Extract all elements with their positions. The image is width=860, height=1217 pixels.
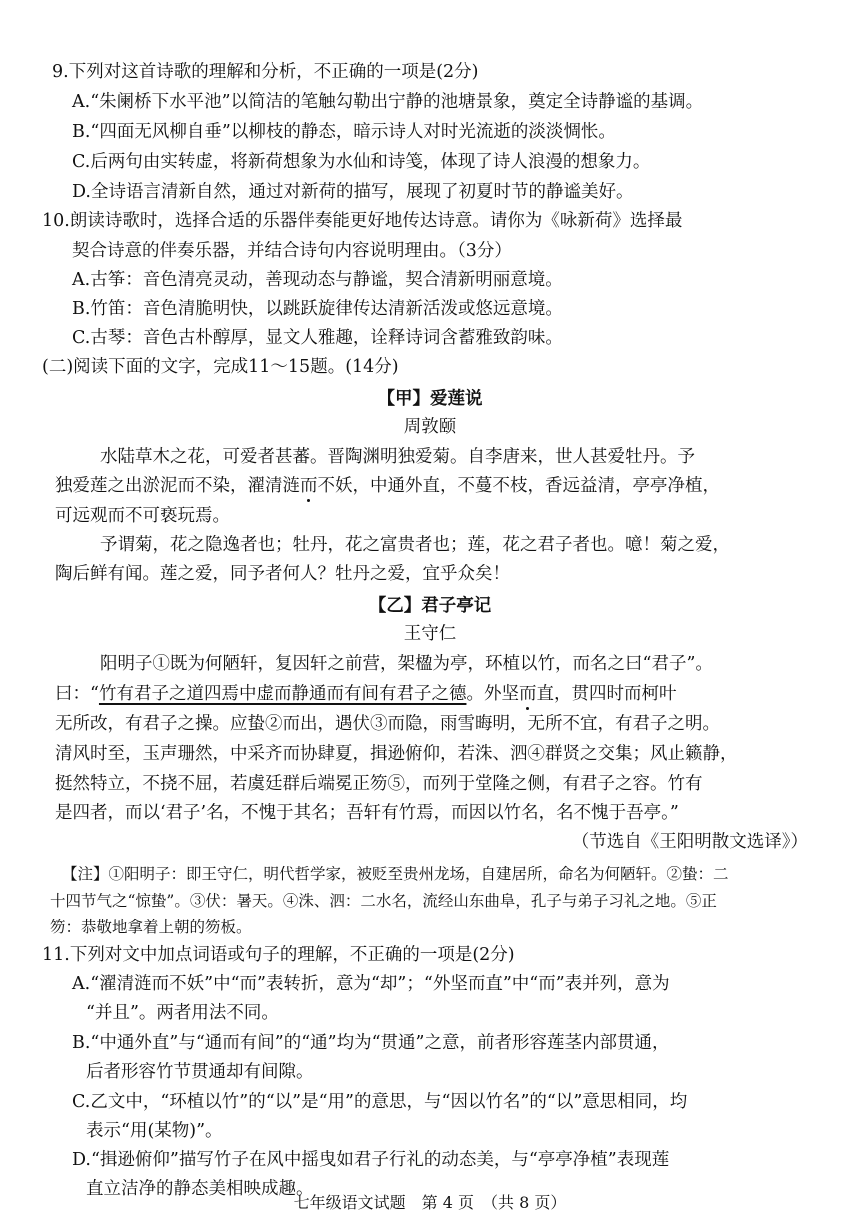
yi-line3: 无所改，有君子之操。应蛰②而出，遇伏③而隐，雨雪晦明，无所不宜，有君子之明。	[55, 714, 720, 734]
q9-option-a: A.“朱阑桥下水平池”以简洁的笔触勾勒出宁静的池塘景象，奠定全诗静谧的基调。	[72, 92, 704, 112]
q11-option-a-line2: “并且”。两者用法不同。	[86, 1003, 279, 1023]
q11-option-a-line1: A.“濯清涟而不妖”中“而”表转折，意为“却”；“外坚而直”中“而”表并列，意为	[72, 974, 670, 994]
page-footer: 七年级语文试题 第 4 页 （共 8 页）	[293, 1193, 567, 1212]
q11-option-b-line2: 后者形容竹节贯通却有间隙。	[86, 1062, 314, 1082]
q11-option-b-line1: B.“中通外直”与“通而有间”的“通”均为“贯通”之意，前者形容莲茎内部贯通，	[72, 1033, 670, 1053]
jia-title: 【甲】爱莲说	[377, 389, 483, 409]
section2-heading: (二)阅读下面的文字，完成11～15题。(14分)	[42, 357, 399, 377]
underlined-sentence: 竹有君子之道四焉中虚而静通而有间有君子之德	[98, 684, 467, 704]
q10-option-c: C.古琴：音色古朴醇厚，显文人雅趣，诠释诗词含蓄雅致韵味。	[72, 328, 563, 348]
dotted-word-er-2: 而	[518, 684, 537, 704]
yi-line2-b: 。外坚	[466, 684, 519, 704]
yi-line2-c: 直，贯四时而柯叶	[536, 684, 677, 704]
note-line1: 【注】①阳明子：即王守仁，明代哲学家，被贬至贵州龙场，自建居所，命名为何陋轩。②蛰：二	[62, 865, 729, 883]
jia-p1-line3: 可远观而不可亵玩焉。	[55, 506, 230, 526]
yi-source: （节选自《王阳明散文选译》）	[571, 832, 808, 852]
yi-line4: 清风时至，玉声珊然，中采齐而协肆夏，揖逊俯仰，若洙、泗④群贤之交集；风止籁静，	[55, 744, 738, 764]
yi-title: 【乙】君子亭记	[368, 596, 492, 616]
q10-option-b: B.竹笛：音色清脆明快，以跳跃旋律传达清新活泼或悠远意境。	[72, 299, 563, 319]
q10-option-a: A.古筝：音色清亮灵动，善现动态与静谧，契合清新明丽意境。	[72, 270, 563, 290]
yi-line1: 阳明子①既为何陋轩，复因轩之前营，架楹为亭，环植以竹，而名之曰“君子”。	[100, 654, 713, 674]
jia-p1-line2-a: 独爱莲之出淤泥而不染，濯清涟	[55, 476, 300, 496]
jia-p1-line1: 水陆草木之花，可爱者甚蕃。晋陶渊明独爱菊。自李唐来，世人甚爱牡丹。予	[100, 447, 695, 467]
q11-option-d-line2: 直立洁净的静态美相映成趣。	[86, 1179, 314, 1199]
yi-line5: 挺然特立，不挠不屈，若虞廷群后端冕正笏⑤，而列于堂隆之侧，有君子之容。竹有	[55, 774, 703, 794]
jia-p1-line2	[55, 472, 720, 500]
yi-line6: 是四者，而以‘君子’名，不愧于其名；吾轩有竹焉，而因以竹名，名不愧于吾亭。”	[55, 803, 679, 823]
jia-author: 周敦颐	[403, 417, 457, 437]
yi-line2-a: 曰：“	[55, 684, 99, 704]
note-line3: 笏：恭敬地拿着上朝的笏板。	[50, 918, 252, 936]
q10-stem-line1: 10.朗读诗歌时，选择合适的乐器伴奏能更好地传达诗意。请你为《咏新荷》选择最	[42, 211, 683, 231]
q11-option-c-line2: 表示“用(某物)”。	[86, 1121, 223, 1141]
q11-option-d-line1: D.“揖逊俯仰”描写竹子在风中摇曳如君子行礼的动态美，与“亭亭净植”表现莲	[72, 1150, 670, 1170]
q9-option-c: C.后两句由实转虚，将新荷想象为水仙和诗笺，体现了诗人浪漫的想象力。	[72, 152, 651, 172]
yi-line2	[55, 680, 676, 708]
q10-stem-line2: 契合诗意的伴奏乐器，并结合诗句内容说明理由。（3分）	[72, 241, 512, 261]
q9-stem: 9.下列对这首诗歌的理解和分析，不正确的一项是(2分)	[52, 62, 479, 82]
jia-p2-line2: 陶后鲜有闻。莲之爱，同予者何人？牡丹之爱，宜乎众矣！	[55, 564, 510, 584]
q9-option-b: B.“四面无风柳自垂”以柳枝的静态，暗示诗人对时光流逝的淡淡惆怅。	[72, 122, 616, 142]
yi-author: 王守仁	[403, 624, 457, 644]
jia-p1-line2-b: 不妖，中通外直，不蔓不枝，香远益清，亭亭净植，	[317, 476, 720, 496]
q9-option-d: D.全诗语言清新自然，通过对新荷的描写，展现了初夏时节的静谧美好。	[72, 182, 634, 202]
jia-p2-line1: 予谓菊，花之隐逸者也；牡丹，花之富贵者也；莲，花之君子者也。噫！菊之爱，	[100, 535, 730, 555]
q11-stem: 11.下列对文中加点词语或句子的理解，不正确的一项是(2分)	[42, 945, 515, 965]
q11-option-c-line1: C.乙文中，“环植以竹”的“以”是“用”的意思，与“因以竹名”的“以”意思相同，均	[72, 1092, 688, 1112]
note-line2: 十四节气之“惊蛰”。③伏：暑天。④洙、泗：二水名，流经山东曲阜，孔子与弟子习礼之地。⑤正	[50, 892, 717, 910]
dotted-word-er-1: 而	[300, 476, 318, 496]
